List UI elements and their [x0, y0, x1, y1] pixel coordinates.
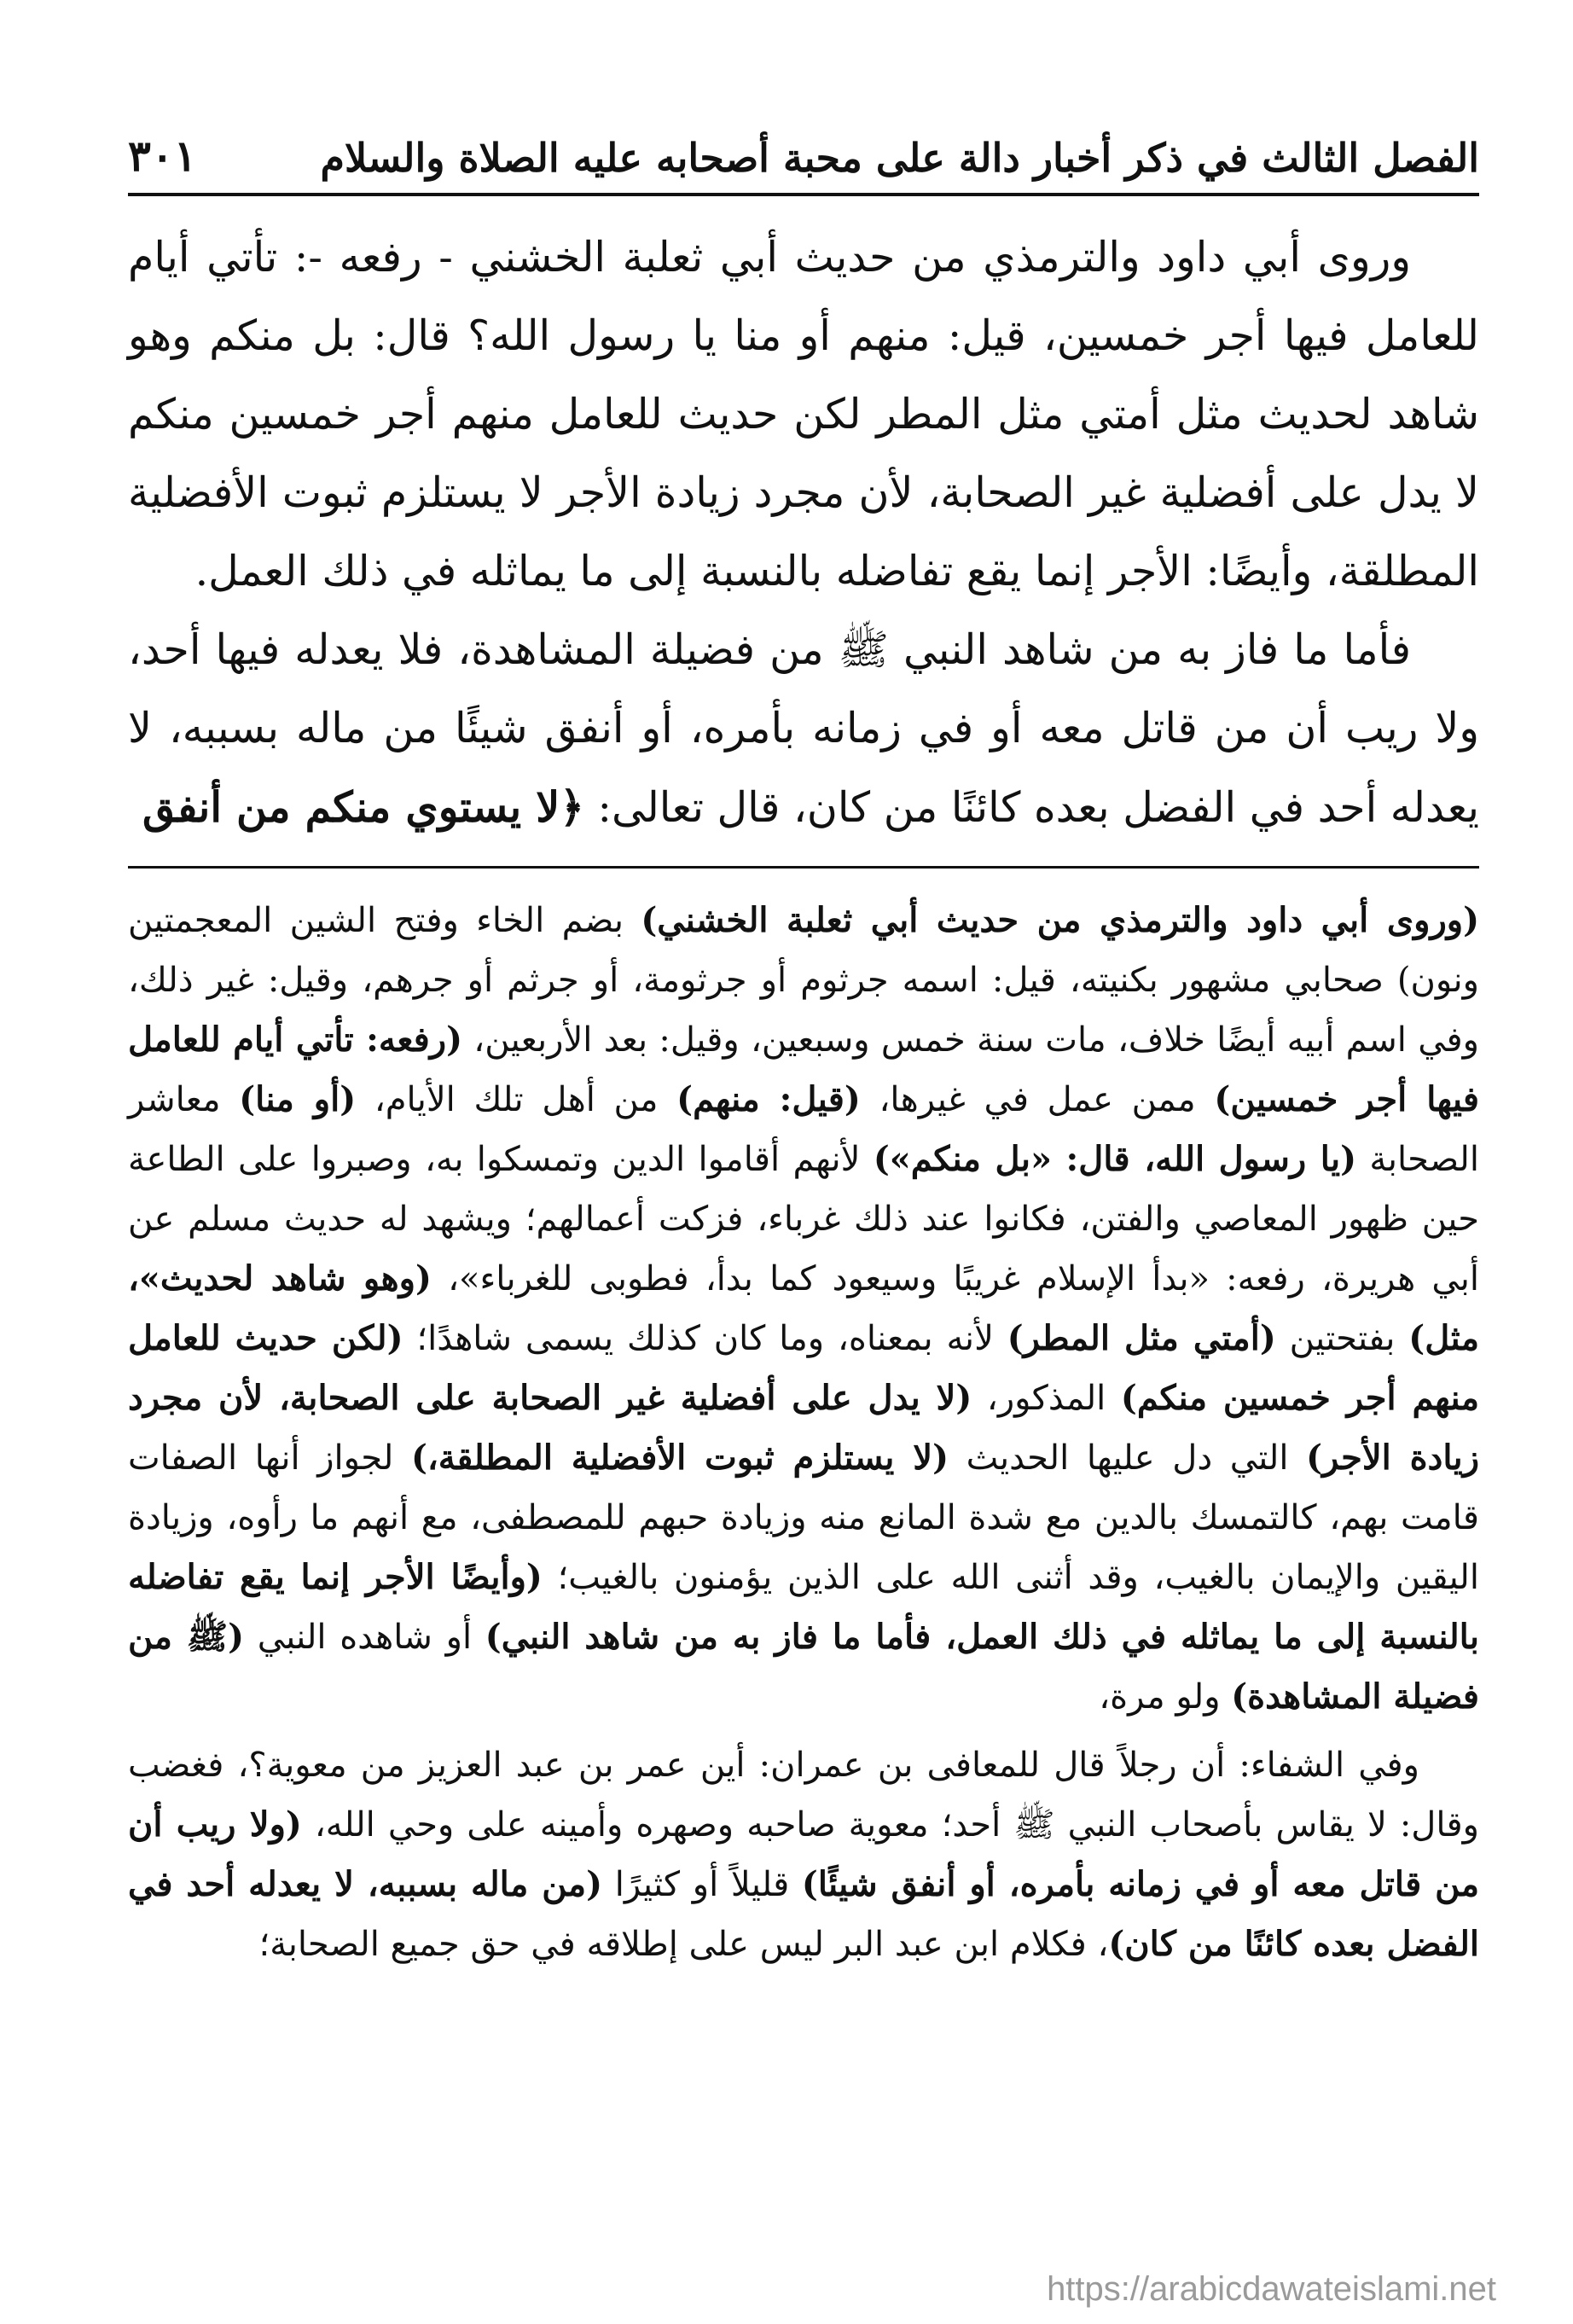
paragraph-gap: [128, 1727, 1479, 1735]
quran-quote: ﴿لا يستوي منكم من أنفق: [142, 782, 584, 832]
commentary-paragraph: [128, 1735, 1479, 1974]
commentary-bold: (من ماله بسببه، لا يعدله أحد في الفضل بعده كائنًا من كان): [128, 1864, 1479, 1964]
footnote-divider: [128, 866, 1479, 869]
commentary-bold: (وأيضًا الأجر إنما يقع تفاضله بالنسبة إلى ما يماثله في ذلك العمل، فأما ما فاز به من شاهد النبي): [128, 1557, 1480, 1657]
commentary: [128, 891, 1479, 1974]
commentary-text: ممن عمل في غيرها،: [860, 1080, 1215, 1119]
commentary-text: التي دل عليها الحديث: [949, 1438, 1307, 1478]
commentary-bold: (ﷺ من فضيلة المشاهدة): [128, 1617, 1479, 1717]
commentary-bold: (يا رسول الله، قال: «بل منكم»): [873, 1139, 1357, 1179]
commentary-bold: (لا يدل على أفضلية غير الصحابة على الصحابة، لأن مجرد زيادة الأجر): [128, 1378, 1480, 1478]
commentary-bold: (أمتي مثل المطر): [1007, 1318, 1276, 1358]
commentary-text: بفتحتين: [1275, 1319, 1409, 1358]
running-header: [128, 119, 1479, 181]
commentary-text: قليلاً أو كثيرًا: [602, 1865, 802, 1904]
main-paragraph: [128, 611, 1479, 847]
page-number: ٣٠١: [128, 131, 197, 181]
commentary-text: وفي الشفاء: أن رجلاً قال للمعافى بن عمران: أين عمر بن عبد العزيز من معوية؟، فغضب وقال: لا يقاس بأصحاب النبي ﷺ أحد؛ معوية صاحبه وصهره وأمينه على وحي الله،: [128, 1746, 1479, 1845]
commentary-bold: (وهو شاهد لحديث»، مثل): [128, 1258, 1480, 1358]
commentary-paragraph: [128, 891, 1479, 1727]
main-paragraph-text: وروى أبي داود والترمذي من حديث أبي ثعلبة الخشني - رفعه -: تأتي أيام للعامل فيها أجر خمسين، قيل: منهم أو منا يا رسول الله؟ قال: بل منكم وهو شاهد لحديث مثل أمتي مثل المطر لكن حديث للعامل منهم أجر خمسين منكم لا يدل على أفضلية غير الصحابة، لأن مجرد زيادة الأجر لا يستلزم ثبوت الأفضلية المطلقة، وأيضًا: الأجر إنما يقع تفاضله بالنسبة إلى ما يماثله في ذلك العمل.: [128, 233, 1479, 596]
commentary-bold: (قيل: منهم): [676, 1079, 861, 1119]
watermark-url: https://arabicdawateislami.net: [1047, 2270, 1496, 2308]
commentary-bold: (لكن حديث للعامل منهم أجر خمسين منكم): [128, 1318, 1479, 1418]
commentary-text: ولو مرة،: [1099, 1677, 1232, 1717]
main-text: [128, 218, 1479, 847]
commentary-text: أو شاهده النبي: [244, 1618, 485, 1657]
commentary-text: من أهل تلك الأيام،: [356, 1080, 677, 1119]
main-paragraph-text: فأما ما فاز به من شاهد النبي ﷺ من فضيلة المشاهدة، فلا يعدله فيها أحد، ولا ريب أن من قاتل معه أو في زمانه بأمره، أو أنفق شيئًا من ماله بسببه، لا يعدله أحد في الفضل بعده كائنًا من كان، قال تعالى:: [128, 625, 1479, 832]
commentary-bold: (أو منا): [239, 1079, 357, 1119]
commentary-bold: (ولا ريب أن من قاتل معه أو في زمانه بأمره، أو أنفق شيئًا): [128, 1804, 1479, 1904]
main-paragraph: [128, 218, 1479, 611]
commentary-text: بضم الخاء وفتح الشين المعجمتين ونون) صحابي مشهور بكنيته، قيل: اسمه جرثوم أو جرثومة، أو جرثم أو جرهم، وقيل: غير ذلك، وفي اسم أبيه أيضًا خلاف، مات سنة خمس وسبعين، وقيل: بعد الأربعين،: [128, 901, 1479, 1060]
commentary-text: لأنهم أقاموا الدين وتمسكوا به، وصبروا على الطاعة حين ظهور المعاصي والفتن، فكانوا عند ذلك غرباء، فزكت أعمالهم؛ ويشهد له حديث مسلم عن أبي هريرة، رفعه: «بدأ الإسلام غريبًا وسيعود كما بدأ، فطوبى للغرباء»،: [128, 1140, 1479, 1299]
commentary-text: المذكور،: [972, 1379, 1121, 1418]
commentary-text: معاشر الصحابة: [128, 1080, 1479, 1179]
commentary-text: ، فكلام ابن عبد البر ليس على إطلاقه في حق جميع الصحابة؛: [258, 1925, 1109, 1964]
commentary-bold: (رفعه: تأتي أيام للعامل فيها أجر خمسين): [128, 1020, 1480, 1119]
chapter-title: الفصل الثالث في ذكر أخبار دالة على محبة أصحابه عليه الصلاة والسلام: [320, 135, 1479, 181]
commentary-bold: (وروى أبي داود والترمذي من حديث أبي ثعلبة الخشني): [641, 900, 1479, 940]
commentary-text: لجواز أنها الصفات قامت بهم، كالتمسك بالدين مع شدة المانع منه وزيادة حبهم للمصطفى، مع أنهم ما رأوه، وزيادة اليقين والإيمان بالغيب، وقد أثنى الله على الذين يؤمنون بالغيب؛: [128, 1438, 1479, 1597]
commentary-text: لأنه بمعناه، وما كان كذلك يسمى شاهدًا؛: [403, 1319, 1007, 1358]
commentary-bold: (لا يستلزم ثبوت الأفضلية المطلقة،): [410, 1438, 949, 1478]
header-rule: [128, 193, 1479, 196]
